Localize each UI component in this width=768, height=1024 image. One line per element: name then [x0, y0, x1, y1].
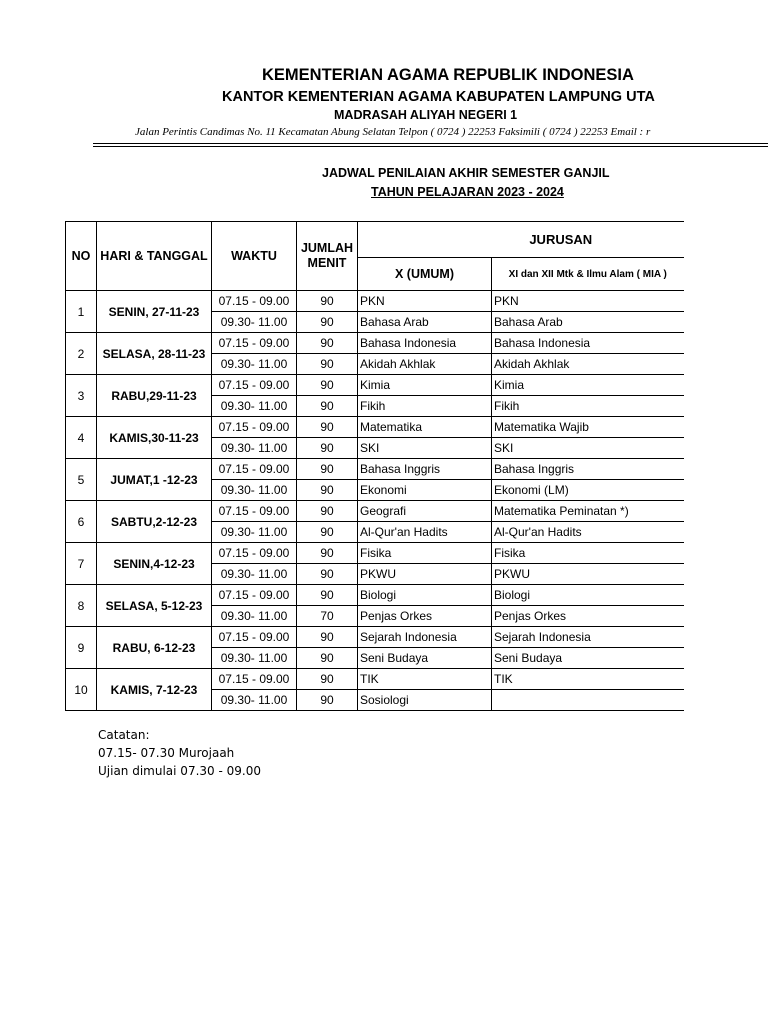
session-time: 07.15 - 09.00: [212, 417, 297, 438]
subject-xi: Matematika Wajib: [492, 417, 684, 438]
header-jurusan: [358, 222, 684, 258]
subject-x: Geografi: [358, 501, 492, 522]
header-divider-bottom: [93, 146, 768, 147]
row-number: 5: [66, 459, 97, 501]
subject-x: Biologi: [358, 585, 492, 606]
subject-x: Seni Budaya: [358, 648, 492, 669]
row-number: 6: [66, 501, 97, 543]
session-time: 09.30- 11.00: [212, 648, 297, 669]
table-row: [66, 459, 684, 480]
session-time: 07.15 - 09.00: [212, 375, 297, 396]
row-number: 9: [66, 627, 97, 669]
school-heading: MADRASAH ALIYAH NEGERI 1: [334, 108, 518, 122]
subject-x: Fikih: [358, 396, 492, 417]
header-col-xi: XI dan XII Mtk & Ilmu Alam ( MIA ): [492, 258, 684, 291]
session-time: 07.15 - 09.00: [212, 543, 297, 564]
subject-x: Bahasa Arab: [358, 312, 492, 333]
subject-xi: Bahasa Inggris: [492, 459, 684, 480]
subject-x: SKI: [358, 438, 492, 459]
session-minutes: 90: [297, 522, 358, 543]
subject-x: PKN: [358, 291, 492, 312]
subject-x: Bahasa Inggris: [358, 459, 492, 480]
school-address: Jalan Perintis Candimas No. 11 Kecamatan Abung Selatan Telpon ( 0724 ) 22253 Faksimili ( 0724 ) 22253 Email : r: [135, 126, 651, 138]
row-day-date: KAMIS, 7-12-23: [97, 669, 212, 711]
session-minutes: 90: [297, 690, 358, 711]
table-row: [66, 333, 684, 354]
subject-xi: Bahasa Arab: [492, 312, 684, 333]
header-minutes: [297, 222, 358, 291]
header-minutes-line2: MENIT: [307, 256, 347, 270]
session-time: 09.30- 11.00: [212, 396, 297, 417]
subject-xi: TIK: [492, 669, 684, 690]
session-minutes: 90: [297, 627, 358, 648]
notes-line-1: 07.15- 07.30 Murojaah: [98, 746, 235, 760]
header-jurusan-label: JURUSAN: [529, 232, 593, 247]
row-day-date: SENIN, 27-11-23: [97, 291, 212, 333]
notes: [98, 726, 261, 780]
subject-x: Sejarah Indonesia: [358, 627, 492, 648]
row-day-date: SENIN,4-12-23: [97, 543, 212, 585]
subject-x: Kimia: [358, 375, 492, 396]
row-number: 10: [66, 669, 97, 711]
session-minutes: 90: [297, 501, 358, 522]
session-minutes: 90: [297, 375, 358, 396]
session-minutes: 90: [297, 669, 358, 690]
exam-schedule-table: [65, 221, 684, 711]
session-minutes: 90: [297, 291, 358, 312]
session-minutes: 70: [297, 606, 358, 627]
session-minutes: 90: [297, 417, 358, 438]
session-time: 09.30- 11.00: [212, 312, 297, 333]
session-time: 07.15 - 09.00: [212, 627, 297, 648]
subject-xi: Ekonomi (LM): [492, 480, 684, 501]
subject-x: Akidah Akhlak: [358, 354, 492, 375]
row-number: 2: [66, 333, 97, 375]
session-minutes: 90: [297, 564, 358, 585]
session-time: 09.30- 11.00: [212, 690, 297, 711]
session-minutes: 90: [297, 333, 358, 354]
subject-xi: Seni Budaya: [492, 648, 684, 669]
subject-xi: Matematika Peminatan *): [492, 501, 684, 522]
session-time: 07.15 - 09.00: [212, 585, 297, 606]
subject-xi: Biologi: [492, 585, 684, 606]
subject-xi: PKN: [492, 291, 684, 312]
session-minutes: 90: [297, 585, 358, 606]
session-time: 07.15 - 09.00: [212, 291, 297, 312]
ministry-heading: KEMENTERIAN AGAMA REPUBLIK INDONESIA: [262, 66, 634, 84]
subject-xi: SKI: [492, 438, 684, 459]
session-time: 09.30- 11.00: [212, 480, 297, 501]
session-time: 07.15 - 09.00: [212, 333, 297, 354]
row-day-date: RABU, 6-12-23: [97, 627, 212, 669]
table-row: [66, 543, 684, 564]
subject-x: Ekonomi: [358, 480, 492, 501]
subject-x: Sosiologi: [358, 690, 492, 711]
subject-x: Bahasa Indonesia: [358, 333, 492, 354]
subject-xi: [492, 690, 684, 711]
row-day-date: SELASA, 28-11-23: [97, 333, 212, 375]
subject-x: Matematika: [358, 417, 492, 438]
header-day-date: HARI & TANGGAL: [97, 222, 212, 291]
subject-xi: PKWU: [492, 564, 684, 585]
schedule-title: JADWAL PENILAIAN AKHIR SEMESTER GANJIL: [322, 166, 610, 180]
session-time: 07.15 - 09.00: [212, 459, 297, 480]
header-col-x: X (UMUM): [358, 258, 492, 291]
session-minutes: 90: [297, 543, 358, 564]
subject-x: Penjas Orkes: [358, 606, 492, 627]
subject-xi: Fikih: [492, 396, 684, 417]
session-minutes: 90: [297, 480, 358, 501]
session-time: 07.15 - 09.00: [212, 669, 297, 690]
subject-xi: Fisika: [492, 543, 684, 564]
session-time: 09.30- 11.00: [212, 564, 297, 585]
subject-x: TIK: [358, 669, 492, 690]
subject-x: Fisika: [358, 543, 492, 564]
table-row: [66, 627, 684, 648]
table-row: [66, 291, 684, 312]
row-day-date: SABTU,2-12-23: [97, 501, 212, 543]
row-number: 4: [66, 417, 97, 459]
session-time: 09.30- 11.00: [212, 354, 297, 375]
session-minutes: 90: [297, 312, 358, 333]
notes-line-2: Ujian dimulai 07.30 - 09.00: [98, 764, 261, 778]
header-time: WAKTU: [212, 222, 297, 291]
session-time: 09.30- 11.00: [212, 438, 297, 459]
session-minutes: 90: [297, 354, 358, 375]
session-time: 07.15 - 09.00: [212, 501, 297, 522]
table-row: [66, 585, 684, 606]
session-minutes: 90: [297, 438, 358, 459]
header-no: NO: [66, 222, 97, 291]
session-time: 09.30- 11.00: [212, 522, 297, 543]
row-number: 7: [66, 543, 97, 585]
subject-xi: Al-Qur'an Hadits: [492, 522, 684, 543]
row-day-date: KAMIS,30-11-23: [97, 417, 212, 459]
row-number: 3: [66, 375, 97, 417]
table-row: [66, 669, 684, 690]
session-minutes: 90: [297, 648, 358, 669]
office-heading: KANTOR KEMENTERIAN AGAMA KABUPATEN LAMPUNG UTA: [222, 89, 655, 105]
row-number: 8: [66, 585, 97, 627]
subject-x: Al-Qur'an Hadits: [358, 522, 492, 543]
subject-xi: Penjas Orkes: [492, 606, 684, 627]
table-row: [66, 501, 684, 522]
row-day-date: RABU,29-11-23: [97, 375, 212, 417]
table-row: [66, 375, 684, 396]
session-time: 09.30- 11.00: [212, 606, 297, 627]
session-minutes: 90: [297, 459, 358, 480]
session-minutes: 90: [297, 396, 358, 417]
table-row: [66, 417, 684, 438]
subject-x: PKWU: [358, 564, 492, 585]
academic-year: TAHUN PELAJARAN 2023 - 2024: [371, 185, 564, 199]
header-divider-top: [93, 143, 768, 144]
subject-xi: Akidah Akhlak: [492, 354, 684, 375]
row-day-date: SELASA, 5-12-23: [97, 585, 212, 627]
notes-heading: Catatan:: [98, 728, 150, 742]
subject-xi: Bahasa Indonesia: [492, 333, 684, 354]
subject-xi: Sejarah Indonesia: [492, 627, 684, 648]
row-day-date: JUMAT,1 -12-23: [97, 459, 212, 501]
subject-xi: Kimia: [492, 375, 684, 396]
row-number: 1: [66, 291, 97, 333]
header-minutes-line1: JUMLAH: [300, 241, 354, 255]
